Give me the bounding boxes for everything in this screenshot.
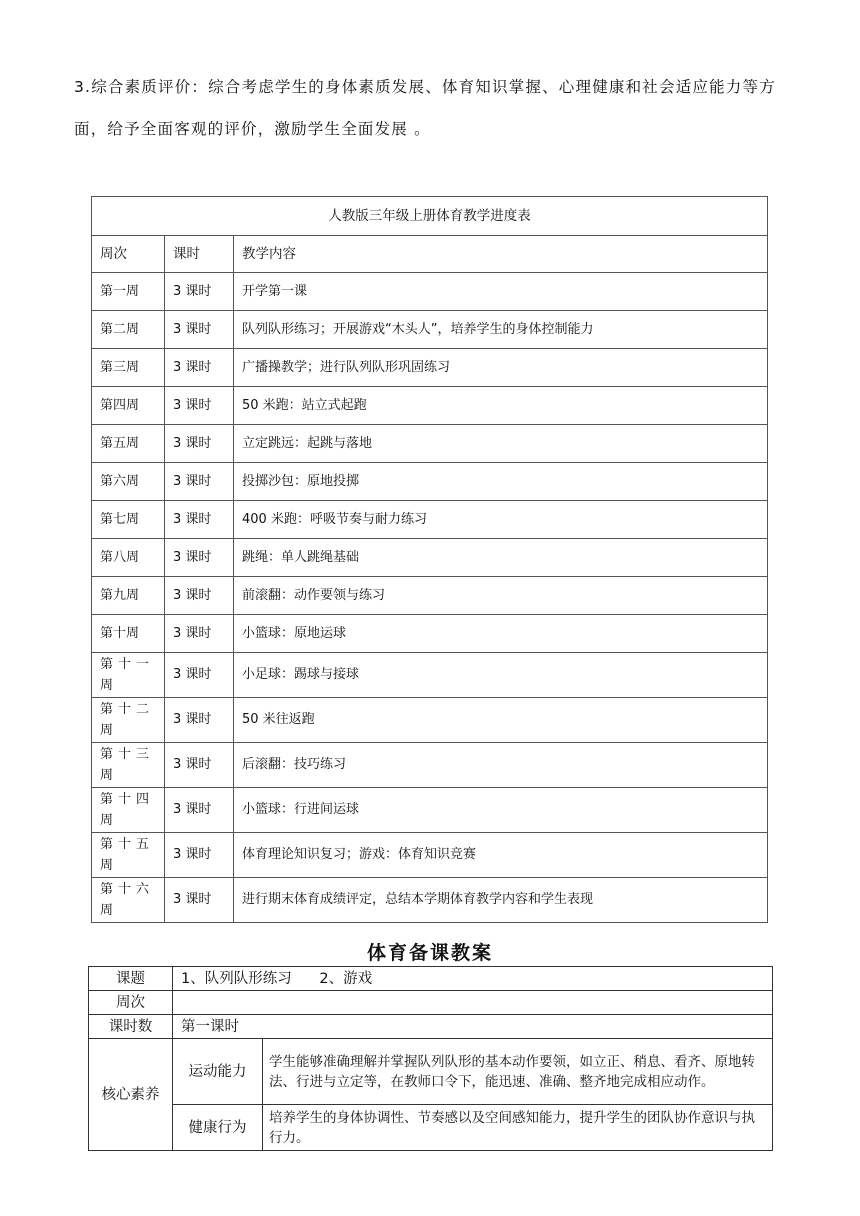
table-row (92, 273, 768, 311)
content-cell: 小足球：踢球与接球 (234, 653, 768, 698)
hours-cell: 3 课时 (165, 743, 234, 788)
hours-cell: 3 课时 (165, 425, 234, 463)
week-cell: 第十四周 (92, 788, 165, 833)
content-cell: 跳绳：单人跳绳基础 (234, 539, 768, 577)
hours-cell: 3 课时 (165, 387, 234, 425)
week-cell: 第十五周 (92, 833, 165, 878)
content-cell: 进行期末体育成绩评定，总结本学期体育教学内容和学生表现 (234, 878, 768, 923)
week-cell: 第四周 (92, 387, 165, 425)
header-hours: 课时 (165, 236, 234, 273)
week-cell: 第八周 (92, 539, 165, 577)
header-content: 教学内容 (234, 236, 768, 273)
content-cell: 400 米跑：呼吸节奏与耐力练习 (234, 501, 768, 539)
table-row (92, 349, 768, 387)
week-cell: 第二周 (92, 311, 165, 349)
hours-cell: 3 课时 (165, 833, 234, 878)
content-cell: 50 米跑：站立式起跑 (234, 387, 768, 425)
schedule-table (91, 196, 768, 923)
hours-cell: 3 课时 (165, 788, 234, 833)
week-cell: 第十六周 (92, 878, 165, 923)
content-cell: 立定跳远：起跳与落地 (234, 425, 768, 463)
topic-value: 1、队列队形练习 2、游戏 (173, 967, 773, 991)
hours-cell: 3 课时 (165, 878, 234, 923)
hours-cell: 3 课时 (165, 539, 234, 577)
week-cell: 第一周 (92, 273, 165, 311)
hours-row (89, 1015, 773, 1039)
table-row (92, 878, 768, 923)
table-row (92, 539, 768, 577)
core-item-text: 培养学生的身体协调性、节奏感以及空间感知能力，提升学生的团队协作意识与执行力。 (263, 1105, 773, 1151)
schedule-title-row (92, 197, 768, 236)
core-row-health (89, 1105, 773, 1151)
core-item-text: 学生能够准确理解并掌握队列队形的基本动作要领，如立正、稍息、看齐、原地转法、行进与立定等，在教师口令下，能迅速、准确、整齐地完成相应动作。 (263, 1039, 773, 1105)
content-cell: 前滚翻：动作要领与练习 (234, 577, 768, 615)
week-cell: 第十二周 (92, 698, 165, 743)
week-cell: 第十三周 (92, 743, 165, 788)
content-cell: 后滚翻：技巧练习 (234, 743, 768, 788)
hours-cell: 3 课时 (165, 653, 234, 698)
table-row (92, 387, 768, 425)
content-cell: 投掷沙包：原地投掷 (234, 463, 768, 501)
week-cell: 第十周 (92, 615, 165, 653)
table-row (92, 615, 768, 653)
lesson-plan-table (88, 966, 773, 1151)
content-cell: 小篮球：行进间运球 (234, 788, 768, 833)
week-cell: 第六周 (92, 463, 165, 501)
core-row-motor (89, 1039, 773, 1105)
table-row (92, 788, 768, 833)
hours-cell: 3 课时 (165, 577, 234, 615)
hours-label: 课时数 (89, 1015, 173, 1039)
schedule-header-row (92, 236, 768, 273)
week-label: 周次 (89, 991, 173, 1015)
hours-cell: 3 课时 (165, 463, 234, 501)
hours-cell: 3 课时 (165, 311, 234, 349)
table-row (92, 833, 768, 878)
content-cell: 小篮球：原地运球 (234, 615, 768, 653)
content-cell: 队列队形练习；开展游戏“木头人”，培养学生的身体控制能力 (234, 311, 768, 349)
topic-row (89, 967, 773, 991)
week-cell: 第七周 (92, 501, 165, 539)
hours-cell: 3 课时 (165, 273, 234, 311)
lesson-plan-title: 体育备课教案 (366, 942, 493, 964)
table-row (92, 425, 768, 463)
core-item-label: 健康行为 (173, 1105, 263, 1151)
table-row (92, 501, 768, 539)
table-row (92, 577, 768, 615)
week-cell: 第十一周 (92, 653, 165, 698)
hours-cell: 3 课时 (165, 698, 234, 743)
hours-cell: 3 课时 (165, 349, 234, 387)
hours-value: 第一课时 (173, 1015, 773, 1039)
header-week: 周次 (92, 236, 165, 273)
week-cell: 第三周 (92, 349, 165, 387)
intro-paragraph: 3.综合素质评价：综合考虑学生的身体素质发展、体育知识掌握、心理健康和社会适应能力等方面，给予全面客观的评价，激励学生全面发展 。 (74, 78, 776, 138)
core-item-label: 运动能力 (173, 1039, 263, 1105)
week-cell: 第五周 (92, 425, 165, 463)
table-row (92, 698, 768, 743)
hours-cell: 3 课时 (165, 501, 234, 539)
week-row (89, 991, 773, 1015)
schedule-title: 人教版三年级上册体育教学进度表 (92, 197, 768, 236)
content-cell: 50 米往返跑 (234, 698, 768, 743)
week-value (173, 991, 773, 1015)
hours-cell: 3 课时 (165, 615, 234, 653)
table-row (92, 463, 768, 501)
content-cell: 体育理论知识复习；游戏：体育知识竞赛 (234, 833, 768, 878)
core-label: 核心素养 (89, 1039, 173, 1151)
topic-label: 课题 (89, 967, 173, 991)
table-row (92, 311, 768, 349)
table-row (92, 743, 768, 788)
content-cell: 开学第一课 (234, 273, 768, 311)
table-row (92, 653, 768, 698)
content-cell: 广播操教学；进行队列队形巩固练习 (234, 349, 768, 387)
week-cell: 第九周 (92, 577, 165, 615)
